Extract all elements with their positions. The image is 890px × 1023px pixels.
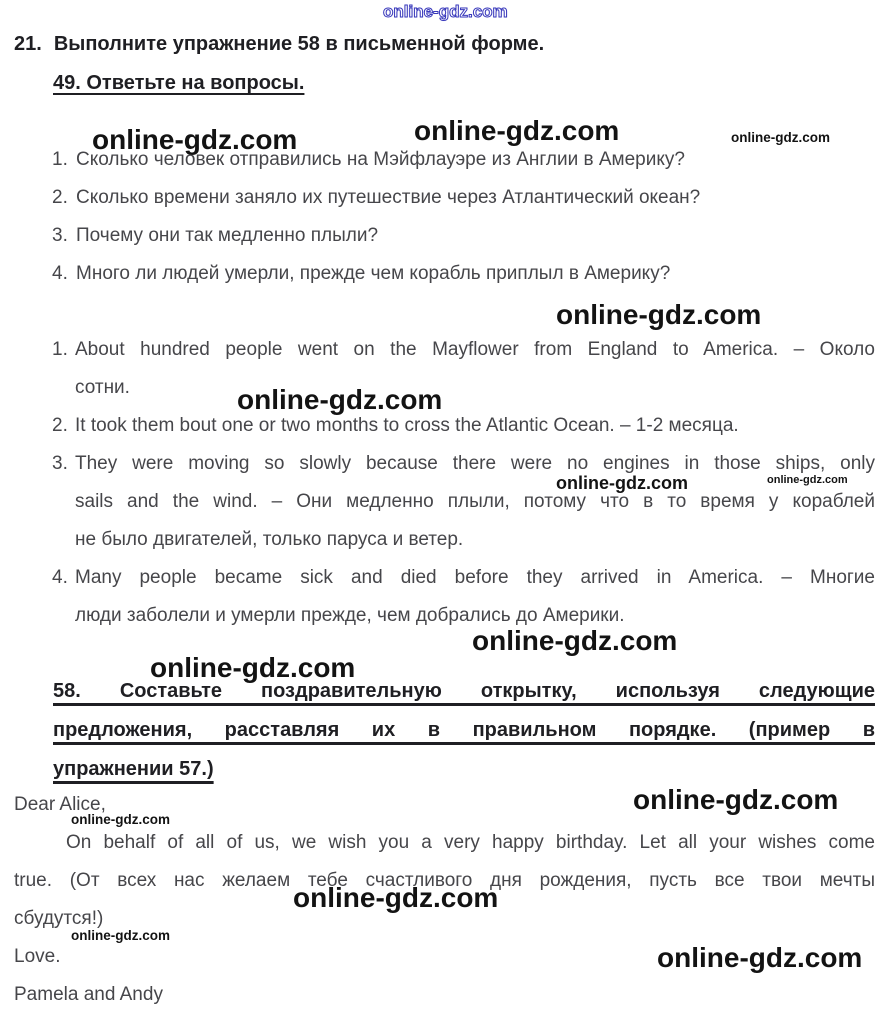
answer-number: 1. (52, 339, 68, 360)
letter-signature: Pamela and Andy (14, 984, 163, 1005)
answer-item (52, 331, 875, 407)
letter-closing: Love. (14, 946, 61, 967)
letter-body-line: On behalf of all of us, we wish you a very happy birthday. Let all your wishes come (66, 832, 875, 853)
task-21-heading (14, 33, 544, 56)
question-number: 2. (52, 187, 68, 208)
question-item (52, 141, 882, 179)
question-item (52, 255, 882, 293)
watermark: online-gdz.com (71, 928, 170, 943)
exercise-49-title: 49. Ответьте на вопросы. (53, 72, 305, 94)
answer-line: сотни. (75, 377, 130, 398)
exercise-58-title-line: 58. Составьте поздравительную открытку, используя следующие (53, 680, 875, 702)
answer-line: They were moving so slowly because there were no engines in those ships, only (75, 453, 875, 474)
letter-body-line: true. (От всех нас желаем тебе счастливого дня рождения, пусть все твои мечты (14, 870, 875, 891)
question-list (52, 141, 882, 293)
question-number: 3. (52, 225, 68, 246)
watermark: online-gdz.com (414, 115, 620, 146)
letter-body-line: сбудутся!) (14, 908, 104, 929)
watermark: online-gdz.com (657, 942, 863, 973)
answer-line: About hundred people went on the Mayflower from England to America. – Около (75, 339, 875, 360)
answer-line: It took them bout one or two months to cross the Atlantic Ocean. – 1-2 месяца. (75, 415, 739, 436)
watermark: online-gdz.com (92, 124, 298, 155)
watermark: online-gdz.com (150, 652, 356, 683)
question-number: 1. (52, 149, 68, 170)
task-21-number: 21. (14, 33, 42, 55)
question-text: Много ли людей умерли, прежде чем корабль приплыл в Америку? (76, 263, 671, 284)
question-text: Почему они так медленно плыли? (76, 225, 379, 246)
site-logo-watermark: online-gdz.com (383, 2, 508, 21)
question-item (52, 179, 882, 217)
question-number: 4. (52, 263, 68, 284)
answer-list (52, 331, 875, 635)
answer-line: не было двигателей, только паруса и ветер. (75, 529, 464, 550)
question-text: Сколько времени заняло их путешествие через Атлантический океан? (76, 187, 701, 208)
task-21-text: Выполните упражнение 58 в письменной форме. (53, 33, 545, 55)
letter-salutation: Dear Alice, (14, 794, 106, 815)
answer-line: sails and the wind. – Они медленно плыли, потому что в то время у кораблей (75, 491, 875, 512)
watermark: online-gdz.com (293, 882, 499, 913)
watermark: online-gdz.com (633, 784, 839, 815)
exercise-58-title-line: упражнении 57.) (53, 758, 214, 780)
letter (14, 786, 875, 1014)
watermark: online-gdz.com (556, 473, 688, 493)
answer-number: 3. (52, 453, 68, 474)
exercise-58-title-line: предложения, расставляя их в правильном порядке. (пример в (53, 719, 875, 741)
answer-item (52, 407, 875, 445)
question-item (52, 217, 882, 255)
answer-number: 2. (52, 415, 68, 436)
watermark: online-gdz.com (767, 474, 848, 486)
answer-line: Many people became sick and died before they arrived in America. – Многие (75, 567, 875, 588)
exercise-58-title (53, 672, 875, 789)
answer-number: 4. (52, 567, 68, 588)
answer-line: люди заболели и умерли прежде, чем добрались до Америки. (75, 605, 625, 626)
watermark: online-gdz.com (71, 812, 170, 827)
answer-item (52, 559, 875, 635)
watermark: online-gdz.com (472, 625, 678, 656)
watermark: online-gdz.com (556, 299, 762, 330)
watermark: online-gdz.com (731, 130, 830, 145)
watermark: online-gdz.com (237, 384, 443, 415)
question-text: Сколько человек отправились на Мэйфлауэре из Англии в Америку? (76, 149, 685, 170)
answer-item (52, 445, 875, 559)
